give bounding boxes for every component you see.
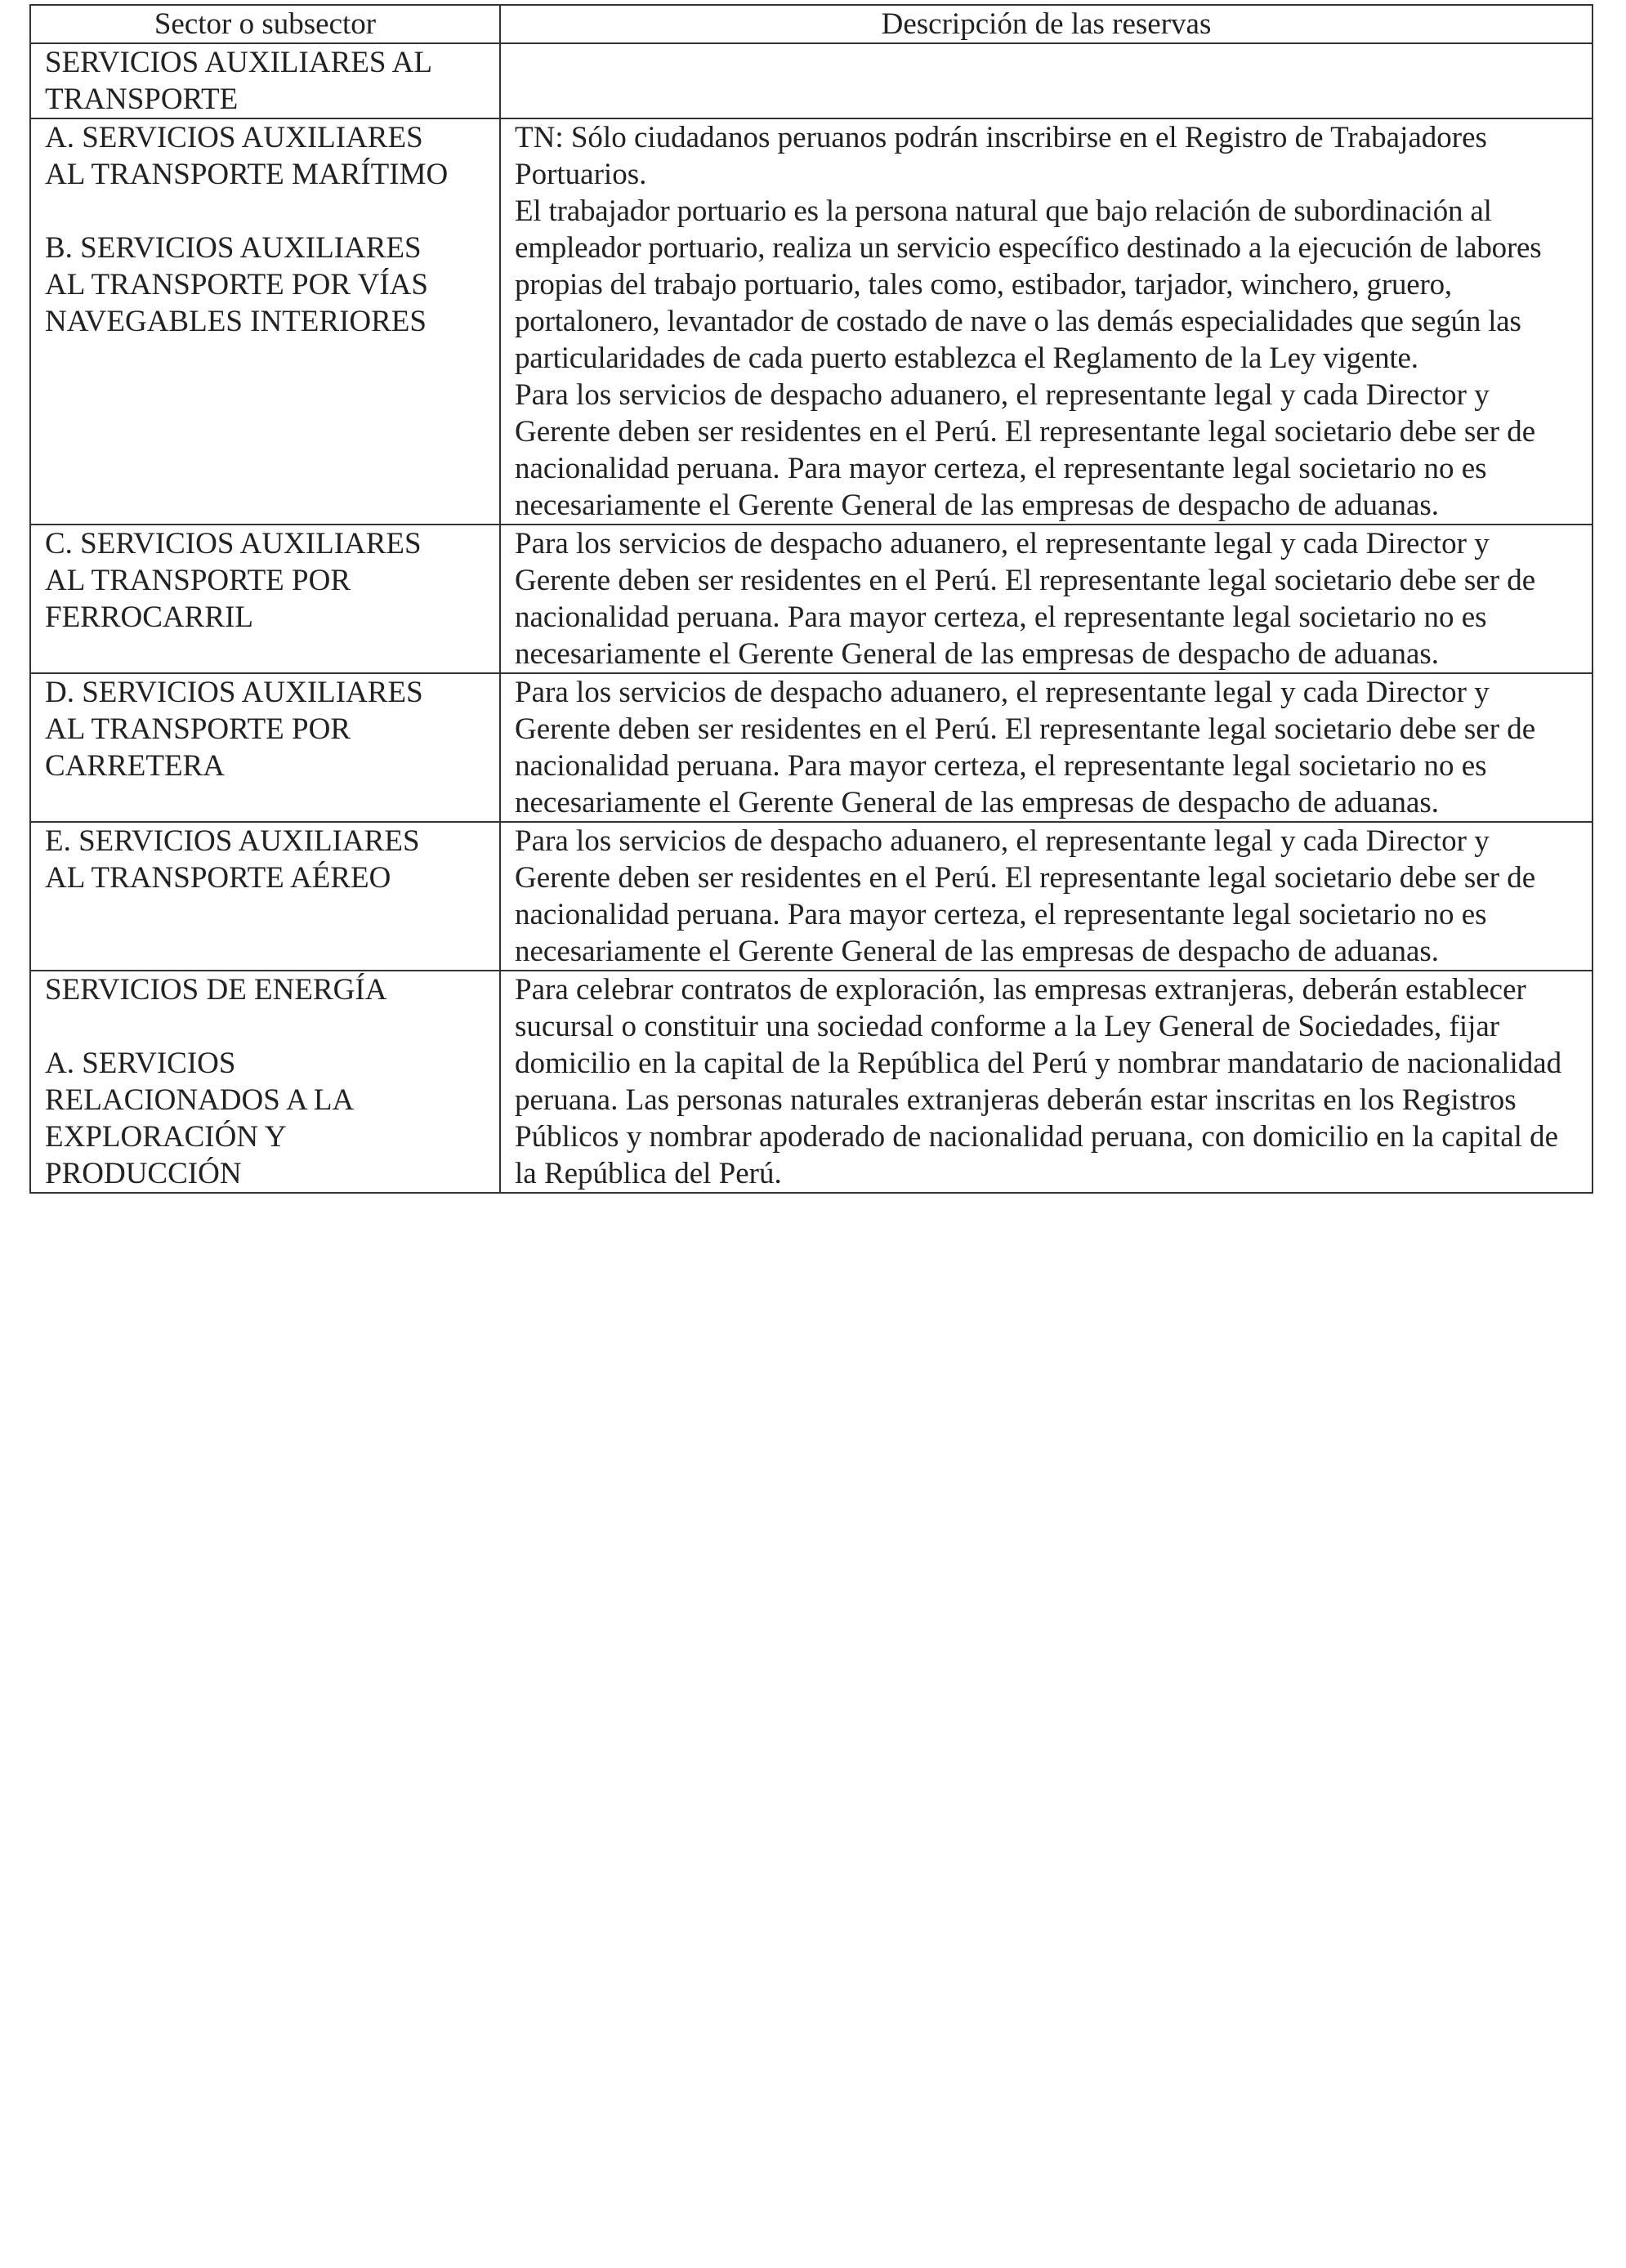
sector-line: TRANSPORTE <box>45 83 239 116</box>
sector-line: AL TRANSPORTE MARÍTIMO <box>45 158 449 191</box>
sector-line: PRODUCCIÓN <box>45 1157 242 1190</box>
table-row <box>30 118 1592 525</box>
sector-line: C. SERVICIOS AUXILIARES <box>45 527 422 560</box>
description-paragraph: Para los servicios de despacho aduanero, el representante legal y cada Director y Gerente deben ser residentes en el Perú. El representante legal societario debe ser de nacionalidad peruana. Para mayor certeza, el representante legal societario no es necesariamente el Gerente General de las empresas de despacho de aduanas. <box>515 824 1536 968</box>
sector-line: EXPLORACIÓN Y <box>45 1120 287 1154</box>
description-paragraph: TN: Sólo ciudadanos peruanos podrán inscribirse en el Registro de Trabajadores Portuarios. <box>515 121 1487 191</box>
sector-cell <box>30 525 500 673</box>
sector-line: AL TRANSPORTE POR <box>45 564 351 597</box>
document-page <box>29 4 1592 1194</box>
sector-line: AL TRANSPORTE POR VÍAS <box>45 268 428 301</box>
reservations-table <box>29 4 1593 1194</box>
sector-line: NAVEGABLES INTERIORES <box>45 305 427 338</box>
description-cell <box>500 43 1592 118</box>
table-row <box>30 525 1592 673</box>
table-row <box>30 822 1592 971</box>
header-sector: Sector o subsector <box>30 5 500 43</box>
sector-line: RELACIONADOS A LA <box>45 1083 355 1117</box>
description-paragraph: El trabajador portuario es la persona natural que bajo relación de subordinación al empleador portuario, realiza un servicio específico destinado a la ejecución de labores propias del trabajo portuario, tales como, estibador, tarjador, winchero, gruero, portalonero, levantador de costado de nave o las demás especialidades que según las particularidades de cada puerto establezca el Reglamento de la Ley vigente. <box>515 194 1542 375</box>
spacer <box>45 193 488 230</box>
sector-line: A. SERVICIOS AUXILIARES <box>45 121 423 154</box>
description-cell <box>500 673 1592 822</box>
sector-heading: SERVICIOS DE ENERGÍA <box>45 973 387 1007</box>
description-paragraph: Para los servicios de despacho aduanero, el representante legal y cada Director y Gerente deben ser residentes en el Perú. El representante legal societario debe ser de nacionalidad peruana. Para mayor certeza, el representante legal societario no es necesariamente el Gerente General de las empresas de despacho de aduanas. <box>515 378 1536 522</box>
sector-line: SERVICIOS AUXILIARES AL <box>45 46 432 79</box>
sector-cell <box>30 822 500 971</box>
description-cell <box>500 525 1592 673</box>
table-row <box>30 971 1592 1193</box>
description-paragraph: Para celebrar contratos de exploración, las empresas extranjeras, deberán establecer sucursal o constituir una sociedad conforme a la Ley General de Sociedades, fijar domicilio en la capital de la República del Perú y nombrar mandatario de nacionalidad peruana. Las personas naturales extranjeras deberán estar inscritas en los Registros Públicos y nombrar apoderado de nacionalidad peruana, con domicilio en la capital de la República del Perú. <box>515 973 1562 1190</box>
sector-line: FERROCARRIL <box>45 600 253 634</box>
description-cell <box>500 118 1592 525</box>
description-paragraph: Para los servicios de despacho aduanero, el representante legal y cada Director y Gerente deben ser residentes en el Perú. El representante legal societario debe ser de nacionalidad peruana. Para mayor certeza, el representante legal societario no es necesariamente el Gerente General de las empresas de despacho de aduanas. <box>515 527 1536 671</box>
sector-line: A. SERVICIOS <box>45 1047 236 1080</box>
sector-line: D. SERVICIOS AUXILIARES <box>45 676 423 709</box>
table-header-row <box>30 5 1592 43</box>
sector-line: E. SERVICIOS AUXILIARES <box>45 824 420 858</box>
description-cell <box>500 971 1592 1193</box>
sector-line: B. SERVICIOS AUXILIARES <box>45 231 422 265</box>
sector-line: CARRETERA <box>45 749 225 783</box>
sector-cell <box>30 971 500 1193</box>
sector-cell <box>30 43 500 118</box>
table-row <box>30 43 1592 118</box>
sector-cell <box>30 673 500 822</box>
description-cell <box>500 822 1592 971</box>
header-descripcion: Descripción de las reservas <box>500 5 1592 43</box>
spacer <box>45 1008 488 1045</box>
description-paragraph: Para los servicios de despacho aduanero, el representante legal y cada Director y Gerente deben ser residentes en el Perú. El representante legal societario debe ser de nacionalidad peruana. Para mayor certeza, el representante legal societario no es necesariamente el Gerente General de las empresas de despacho de aduanas. <box>515 676 1536 819</box>
sector-line: AL TRANSPORTE AÉREO <box>45 861 391 895</box>
sector-line: AL TRANSPORTE POR <box>45 712 351 746</box>
sector-cell <box>30 118 500 525</box>
table-row <box>30 673 1592 822</box>
